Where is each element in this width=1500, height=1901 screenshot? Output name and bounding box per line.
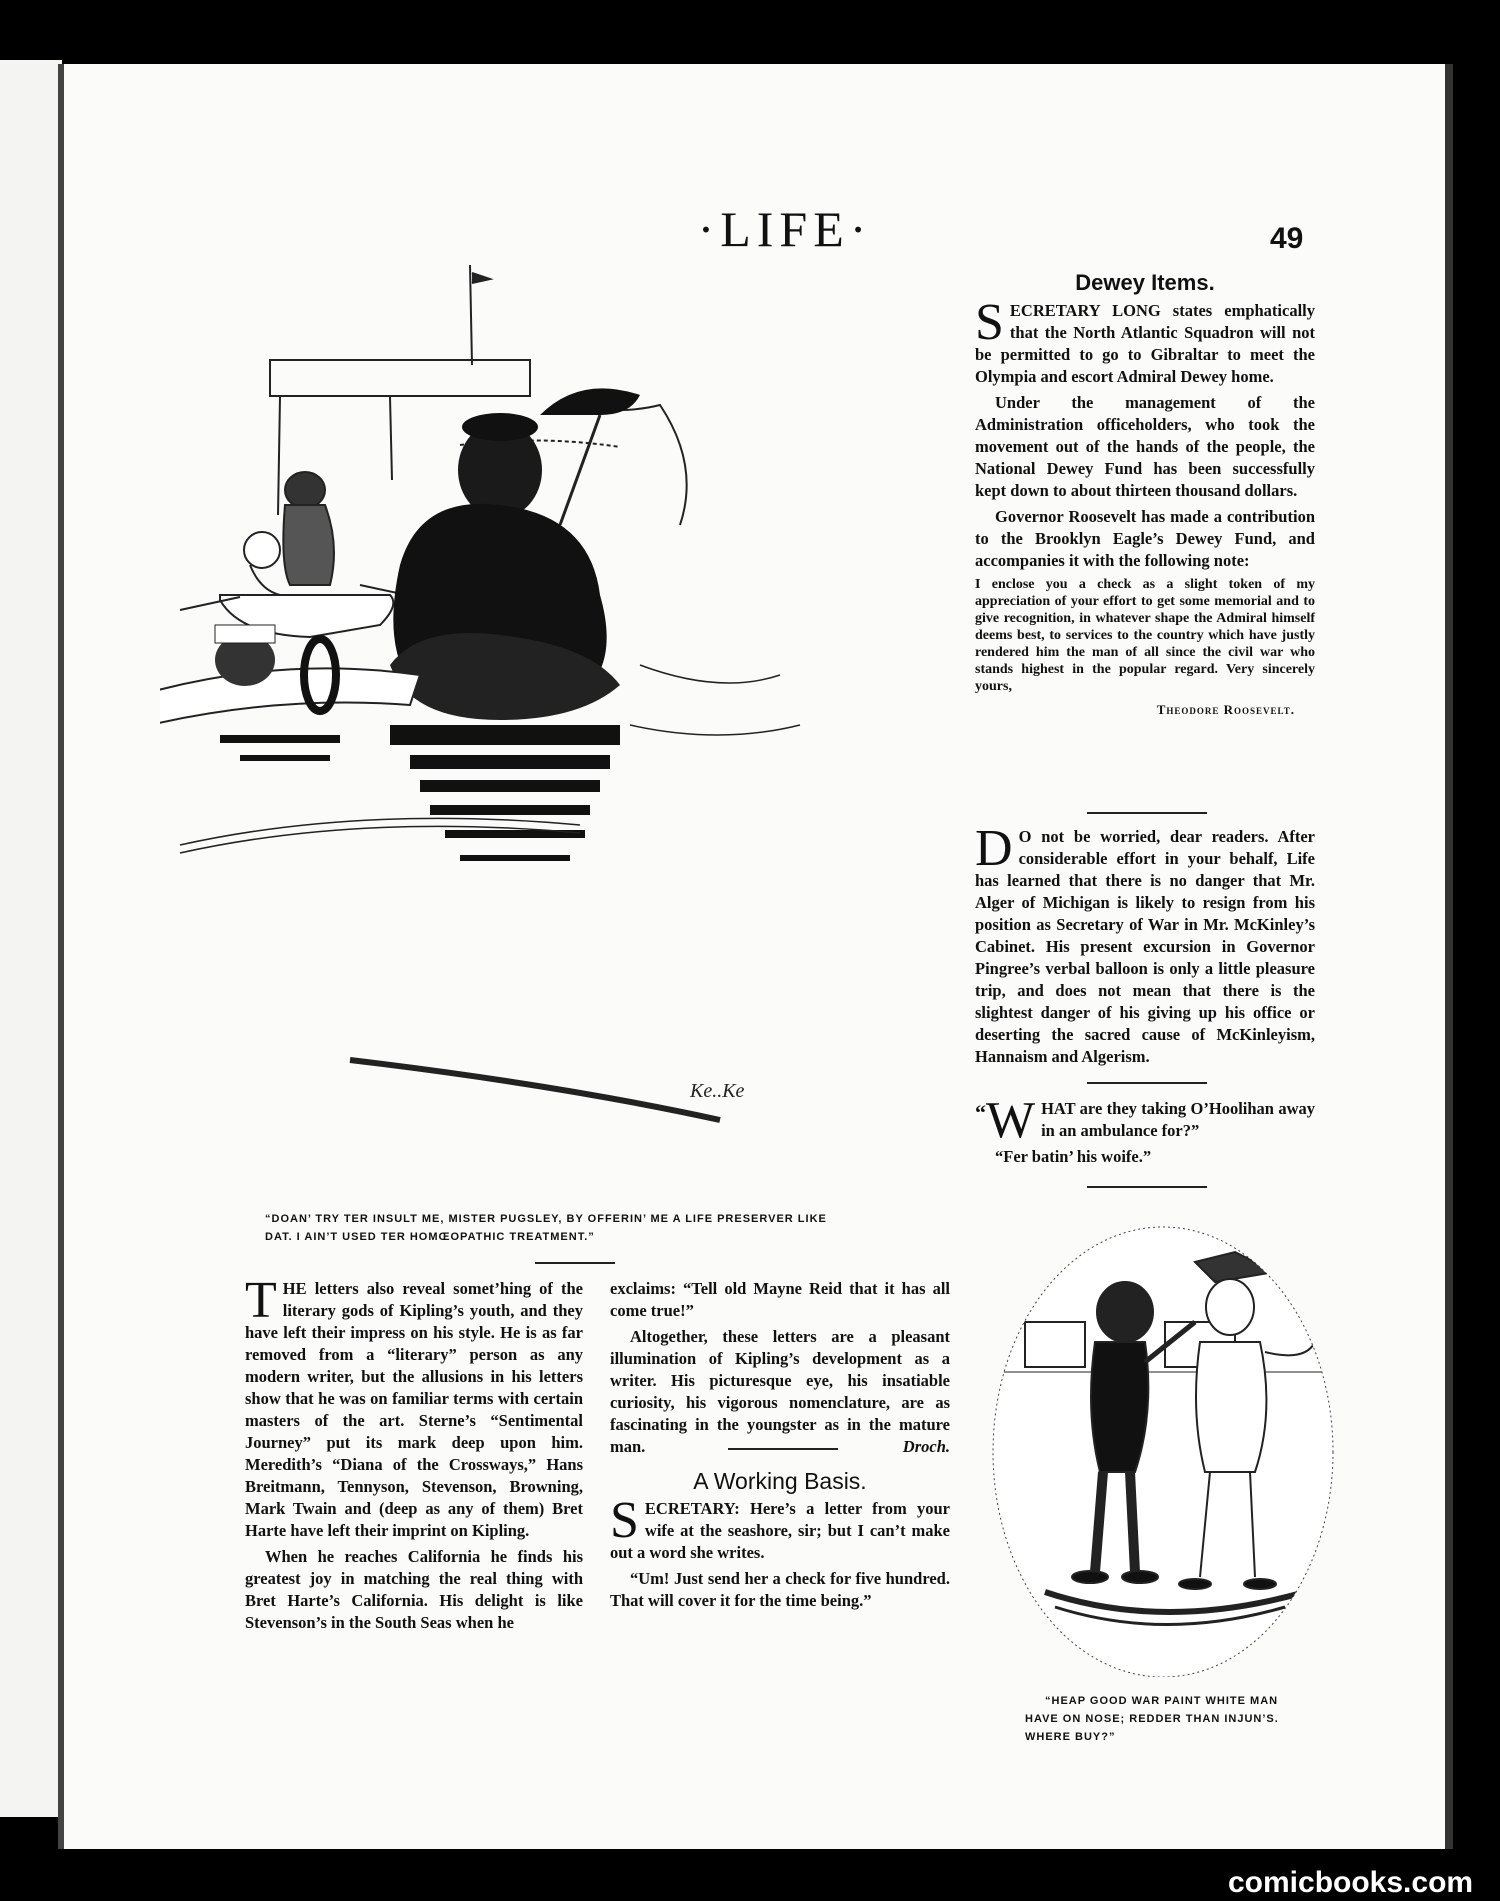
kipling-article-left-column	[245, 1272, 583, 1638]
roosevelt-signature: Theodore Roosevelt.	[1156, 702, 1295, 717]
dewey-items-column	[975, 272, 1315, 721]
ohoolihan-line-1: “ W HAT are they taking O’Hoolihan away in an ambulance for?”	[975, 1092, 1315, 1149]
main-caption-line-1: “DOAN’ TRY TER INSULT ME, MISTER PUGSLEY, BY OFFERIN’ ME A LIFE PRESERVER LIKE	[265, 1213, 827, 1225]
caption-divider	[535, 1262, 615, 1264]
page-spine	[58, 64, 64, 1849]
watermark: comicbooks.com	[1228, 1866, 1474, 1899]
artist-signature: Ke..Ke	[690, 1080, 745, 1102]
dropcap-t: T	[245, 1272, 277, 1329]
floating-oar-2	[350, 1060, 720, 1120]
dewey-paragraph-3: Governor Roosevelt has made a contribution to the Brooklyn Eagle’s Dewey Fund, and accompanies it with the following note:	[975, 507, 1315, 570]
alger-paragraph: D O not be worried, dear readers. After considerable effort in your behalf, Life has learned that there is no danger that Mr. Alger of Michigan is likely to resign from his position as Secretary of War in Mr. McKinley’s Cabinet. His present excursion in Governor Pingree’s verbal balloon is only a little pleasure trip, and does not mean that there is the slightest danger of his giving up his office or deserting the sacred cause of McKinleyism, Hannaism and Algerism.	[975, 820, 1315, 1066]
small-caption-line-3: WHERE BUY?”	[1025, 1731, 1116, 1743]
facing-page-edge	[0, 60, 62, 1817]
left-figure-head	[1097, 1282, 1153, 1342]
page-number: 49	[1270, 222, 1304, 255]
dropcap-s-dewey: S	[975, 294, 1004, 351]
distant-flagpole	[470, 265, 472, 365]
masthead: ·LIFE·	[697, 201, 873, 257]
page-right-edge	[1445, 64, 1453, 1849]
working-basis-paragraph-2: “Um! Just send her a check for five hundred. That will cover it for the time being.”	[610, 1569, 950, 1610]
working-basis-title: A Working Basis.	[693, 1468, 867, 1494]
kipling-paragraph-2: When he reaches California he finds his greatest joy in matching the real thing with Bret Harte’s California. His delight is like Stevenson’s in the South Seas when he	[245, 1547, 583, 1632]
dropcap-s-working: S	[610, 1492, 639, 1549]
roosevelt-letter: I enclose you a check as a slight token of my appreciation of your effort to get some memorial and to give recognition, in whatever shape the Admiral himself deems best, to services to the country which have justly rendered him the man of all since the civil war who stands highest in the popular regard. Very sincerely yours,	[975, 577, 1315, 694]
dropcap-d: D	[975, 820, 1013, 877]
alger-column	[975, 820, 1315, 1072]
joke-divider	[1087, 1186, 1207, 1188]
water-reflections	[220, 725, 620, 861]
kipling-paragraph-4: Altogether, these letters are a pleasant illumination of Kipling’s development as a writer. His picturesque eye, his insatiable curiosity, his vigorous nomenclature, are as fascinating in the youngster as in the mature man. Droch.	[610, 1327, 950, 1456]
kipling-paragraph-1: THE letters also reveal somet’hing of the literary gods of Kipling’s youth, and they have left their impress on his style. He is as far removed from a “literary” person as any modern writer, but the allusions in his letters show that he was on familiar terms with certain masters of the art. Sterne’s “Sentimental Journey” put its mark deep upon him. Meredith’s “Diana of the Crossways,” Hans Breitmann, Tennyson, Stevenson, Browning, Mark Twain and (deep as any of them) Bret Harte have left their imprint on Kipling.	[245, 1272, 583, 1540]
dewey-divider	[1087, 812, 1207, 814]
kipling-article-middle-column	[610, 1278, 950, 1616]
small-caption-line-2: HAVE ON NOSE; REDDER THAN INJUN’S.	[1025, 1713, 1279, 1725]
small-cartoon-illustration	[985, 1212, 1340, 1677]
ohoolihan-line-2: “Fer batin’ his woife.”	[995, 1147, 1152, 1166]
dewey-paragraph-1: SECRETARY LONG states emphatically that the North Atlantic Squadron will not be permitted to go to Gibraltar to meet the Olympia and escort Admiral Dewey home.	[975, 294, 1315, 386]
small-caption-line-1: “HEAP GOOD WAR PAINT WHITE MAN	[1045, 1695, 1279, 1707]
swimmer-figure	[160, 625, 420, 725]
dewey-items-title: Dewey Items.	[1075, 270, 1215, 295]
distant-sign	[270, 360, 530, 396]
ohoolihan-joke	[975, 1092, 1315, 1172]
alger-divider	[1087, 1082, 1207, 1084]
dewey-paragraph-2: Under the management of the Administration officeholders, who took the movement out of the hands of the people, the National Dewey Fund has been successfully kept down to about thirteen thousand dollars.	[975, 393, 1315, 500]
dropcap-w: W	[986, 1092, 1036, 1149]
main-cartoon-caption	[265, 1210, 915, 1246]
working-basis-paragraph-1: SECRETARY: Here’s a letter from your wife at the seashore, sir; but I can’t make out a word she writes.	[610, 1492, 950, 1562]
small-cartoon-caption	[1025, 1692, 1335, 1746]
main-figure	[390, 388, 687, 720]
droch-divider	[728, 1448, 838, 1450]
author-droch: Droch.	[902, 1437, 950, 1456]
kipling-paragraph-3: exclaims: “Tell old Mayne Reid that it has all come true!”	[610, 1279, 950, 1320]
main-caption-line-2: DAT. I AIN’T USED TER HOMŒOPATHIC TREATMENT.”	[265, 1231, 595, 1243]
main-cartoon-illustration	[160, 265, 960, 1155]
